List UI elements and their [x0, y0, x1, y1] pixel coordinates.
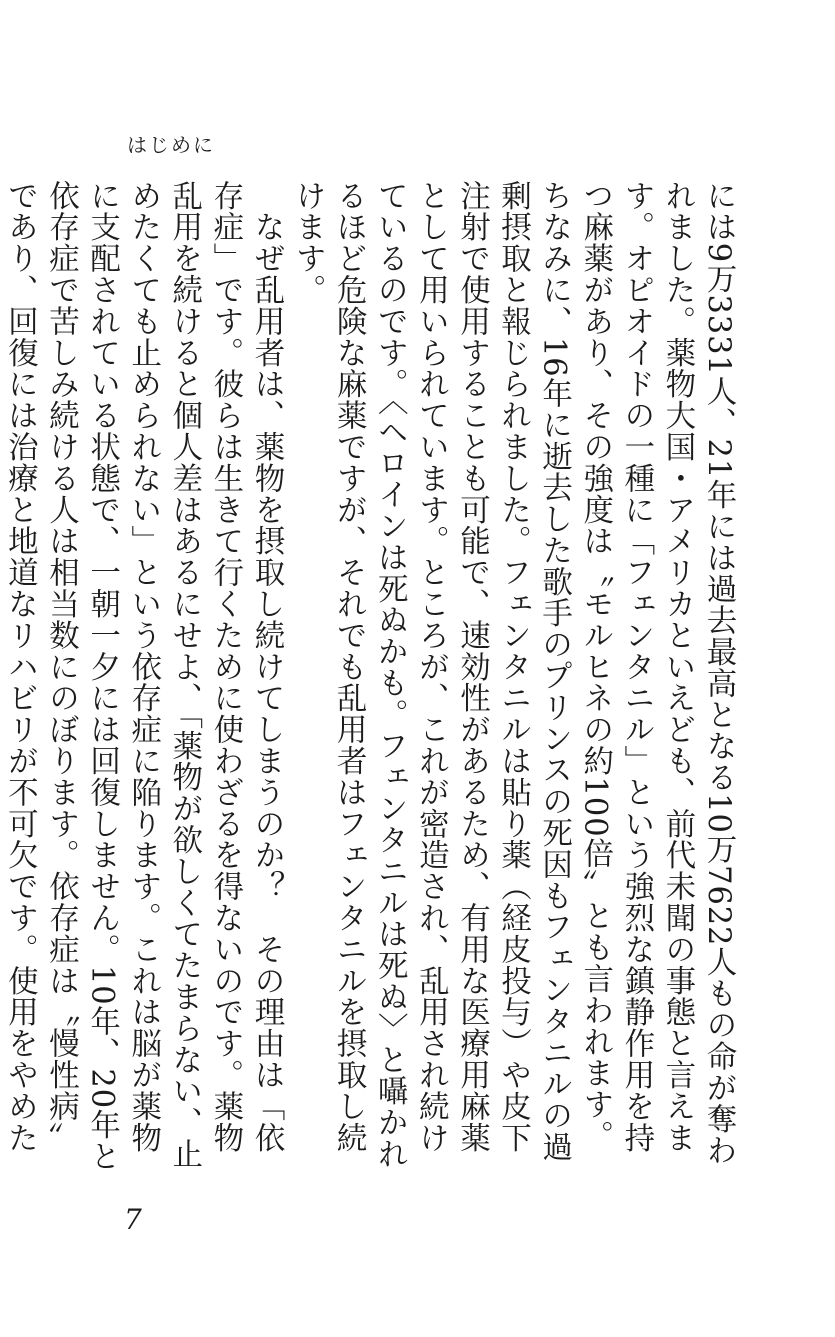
body-text	[0, 180, 739, 1182]
paragraph: なぜ乱用者は、薬物を摂取し続けてしまうのか？ その理由は「依存症」です。彼らは生きて行くために使わざるを得ないのです。薬物乱用を続けると個人差はあるにせよ、「薬物が欲しくてたまらない、止めたくても止められない」という依存症に陥ります。これは脳が薬物に支配されている状態で、一朝一夕には回復しません。10年、20年と依存症で苦しみ続ける人は相当数にのぼります。依存症は〝慢性病〟であり、回復には治療と地道なリハビリが不可欠です。使用をやめた	[2, 180, 284, 1172]
page-number: 7	[124, 1203, 142, 1236]
paragraph: には9万3331人、21年には過去最高となる10万7622人もの命が奪われました。薬物大国・アメリカといえども、前代未聞の事態と言えます。オピオイドの一種に「フェンタニル」という強烈な鎮静作用を持つ麻薬があり、その強度は〝モルヒネの約100倍〟とも言われます。ちなみに、16年に逝去した歌手のプリンスの死因もフェンタニルの過剰摂取と報じられました。フェンタニルは貼り薬（経皮投与）や皮下注射で使用することも可能で、速効性があるため、有用な医療用麻薬として用いられています。ところが、これが密造され、乱用され続けているのです。〈ヘロインは死ぬかも。フェンタニルは死ぬ〉と囁かれるほど危険な麻薬ですが、それでも乱用者はフェンタニルを摂取し続けます。	[290, 180, 736, 1170]
running-head: はじめに	[127, 133, 215, 157]
